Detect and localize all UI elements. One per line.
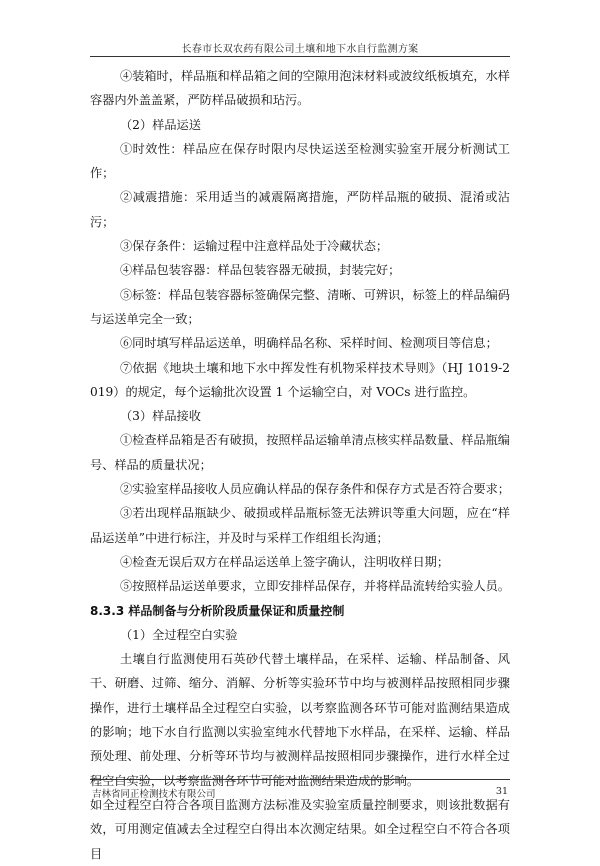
page-header: 长春市长双农药有限公司土壤和地下水自行监测方案 [181, 44, 419, 55]
subheading-blank-test: （1）全过程空白实验 [120, 627, 238, 642]
list-item: ④样品包装容器：样品包装容器无破损，封装完好； [120, 263, 401, 278]
list-item: ⑤标签：样品包装容器标签确保完整、清晰、可辨识，标签上的样品编码与运送单完全一致； [90, 287, 510, 326]
list-item: ①时效性：样品应在保存时限内尽快运送至检测实验室开展分析测试工作； [90, 141, 510, 181]
list-item: ④检查无误后双方在样品运送单上签字确认，注明收样日期； [120, 554, 450, 569]
list-item: ①检查样品箱是否有破损，按照样品运输单清点核实样品数量、样品瓶编号、样品的质量状况； [90, 433, 510, 472]
list-item: ⑥同时填写样品运送单，明确样品名称、采样时间、检测项目等信息； [120, 336, 498, 351]
footer-company: 吉林省同正检测技术有限公司 [92, 789, 216, 800]
subheading-sample-receipt: （3）样品接收 [120, 409, 201, 424]
paragraph-blank-test: 土壤自行监测使用石英砂代替土壤样品，在采样、运输、样品制备、风干、研磨、过筛、缩分、消解、分析等实验环节中均与被测样品按照相同步骤操作，进行土壤样品全过程空白实验，以考察监测各环节可能对监测结果造成的影响；地下水自行监测以实验室纯水代替地下水样品，在采样、运输、样品预处理、前处理、分析等环节均与被测样品按照相同步骤操作，进行水样全过程空白实验，以考察监测各环节可能对监测结果造成的影响。 [90, 652, 510, 788]
list-item: ⑦依据《地块土壤和地下水中挥发性有机物采样技术导则》（HJ 1019-2019）的规定，每个运输批次设置 1 个运输空白，对 VOCs 进行监控。 [90, 360, 510, 399]
list-item: ③保存条件：运输过程中注意样品处于冷藏状态； [120, 239, 389, 254]
paragraph-packing: ④装箱时，样品瓶和样品箱之间的空隙用泡沫材料或波纹纸板填充，水样容器内外盖盖紧，严防样品破损和玷污。 [90, 69, 510, 108]
section-heading: 8.3.3 样品制备与分析阶段质量保证和质量控制 [90, 603, 345, 618]
page-body [90, 64, 510, 866]
paragraph-blank-result: 如全过程空白符合各项目监测方法标准及实验室质量控制要求，则该批数据有效，可用测定值减去全过程空白得出本次测定结果。如全过程空白不符合各项目 [90, 797, 510, 861]
list-item: ③若出现样品瓶缺少、破损或样品瓶标签无法辨识等重大问题，应在“样品运送单”中进行标注，并及时与采样工作组组长沟通； [90, 506, 510, 545]
page-number: 31 [495, 786, 508, 797]
list-item: ②减震措施：采用适当的减震隔离措施，严防样品瓶的破损、混淆或沾污； [90, 190, 510, 229]
header-divider [90, 56, 510, 57]
list-item: ⑤按照样品运送单要求，立即安排样品保存，并将样品流转给实验人员。 [120, 579, 510, 594]
list-item: ②实验室样品接收人员应确认样品的保存条件和保存方式是否符合要求； [120, 482, 510, 497]
footer-divider [90, 779, 510, 780]
subheading-sample-transport: （2）样品运送 [120, 117, 201, 132]
